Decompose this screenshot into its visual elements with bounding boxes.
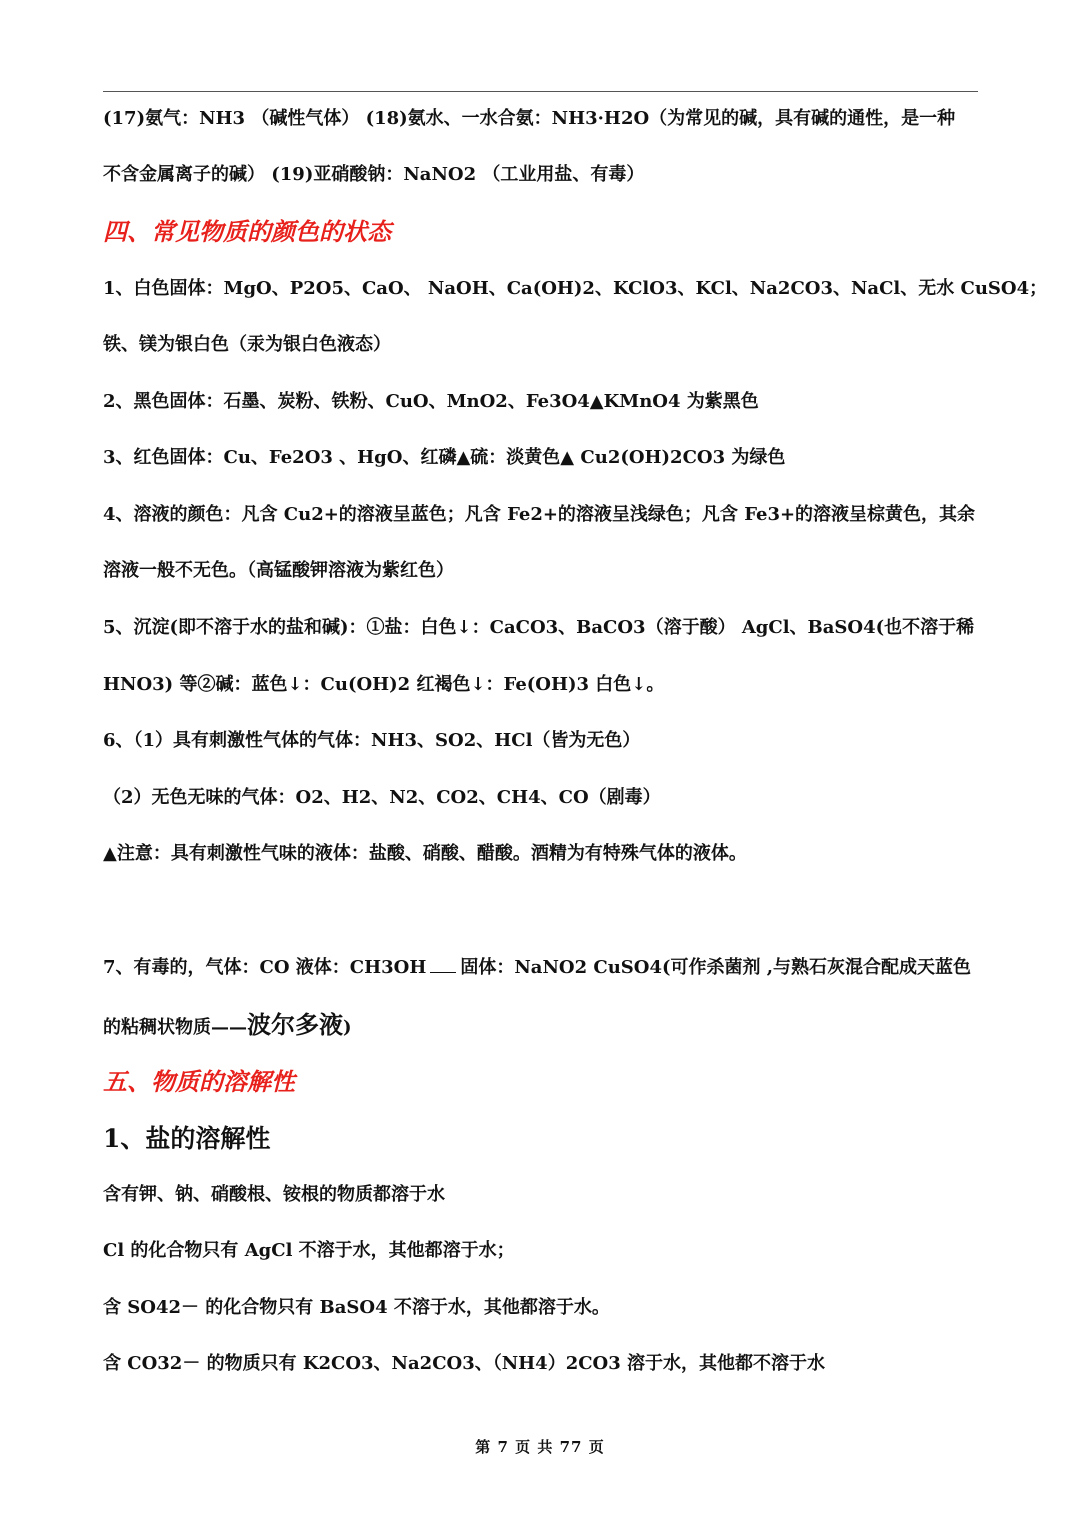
toxic-solid: 固体：NaNO2 CuSO4(可作杀菌剂 ,与熟石灰混合配成天蓝色 — [460, 957, 972, 978]
bordeaux-prefix: 的粘稠状物质—— — [103, 1017, 247, 1038]
line-silver-metals: 铁、镁为银白色（汞为银白色液态） — [103, 334, 391, 355]
line-red-solids: 3、红色固体：Cu、Fe2O3 、HgO、红磷▲硫：淡黄色▲ Cu2(OH)2CO3 为绿色 — [103, 447, 786, 468]
line-black-solids: 2、黑色固体：石墨、炭粉、铁粉、CuO、MnO2、Fe3O4▲KMnO4 为紫黑色 — [103, 391, 759, 412]
bordeaux-close: ) — [343, 1017, 352, 1038]
line-note-liquids: ▲注意：具有刺激性气味的液体：盐酸、硝酸、醋酸。酒精为有特殊气体的液体。 — [103, 843, 747, 864]
bordeaux-term: 波尔多液 — [247, 1010, 343, 1039]
section-heading-colors: 四、常见物质的颜色的状态 — [103, 217, 391, 246]
toxic-gas-liquid: 7、有毒的，气体：CO 液体：CH3OH — [103, 957, 427, 978]
section-heading-solubility: 五、物质的溶解性 — [103, 1067, 295, 1096]
line-soluble-ions: 含有钾、钠、硝酸根、铵根的物质都溶于水 — [103, 1184, 445, 1205]
line-sulfate: 含 SO42－ 的化合物只有 BaSO4 不溶于水，其他都溶于水。 — [103, 1297, 610, 1318]
blank-underline — [430, 956, 456, 973]
page-number: 第 7 页 共 77 页 — [475, 1438, 605, 1456]
line-solution-colors-cont: 溶液一般不无色。（高锰酸钾溶液为紫红色） — [103, 560, 454, 581]
line-odorless-gases: （2）无色无味的气体：O2、H2、N2、CO2、CH4、CO（剧毒） — [103, 787, 661, 808]
line-precipitates: 5、沉淀(即不溶于水的盐和碱)：①盐：白色↓：CaCO3、BaCO3（溶于酸） AgCl、BaSO4(也不溶于稀 — [103, 617, 975, 638]
line-solution-colors: 4、溶液的颜色：凡含 Cu2+的溶液呈蓝色；凡含 Fe2+的溶液呈浅绿色；凡含 Fe3+的溶液呈棕黄色，其余 — [103, 504, 976, 525]
line-precipitates-cont: HNO3) 等②碱：蓝色↓：Cu(OH)2 红褐色↓：Fe(OH)3 白色↓。 — [103, 674, 665, 695]
subheading-salt-solubility: 1、盐的溶解性 — [103, 1124, 271, 1153]
line-irritant-gases: 6、（1）具有刺激性气体的气体：NH3、SO2、HCl（皆为无色） — [103, 730, 641, 751]
line-bordeaux — [103, 1012, 983, 1041]
header-rule — [103, 91, 978, 92]
line-ammonia: (17)氨气：NH3 （碱性气体） (18)氨水、一水合氨：NH3·H2O（为常见的碱，具有碱的通性，是一种 — [103, 108, 956, 129]
line-chloride: Cl 的化合物只有 AgCl 不溶于水，其他都溶于水； — [103, 1240, 515, 1261]
line-toxic-substances — [103, 955, 983, 981]
line-sodium-nitrite: 不含金属离子的碱） (19)亚硝酸钠：NaNO2 （工业用盐、有毒） — [103, 164, 645, 185]
line-carbonate: 含 CO32－ 的物质只有 K2CO3、Na2CO3、（NH4）2CO3 溶于水，其他都不溶于水 — [103, 1353, 826, 1374]
line-white-solids: 1、白色固体：MgO、P2O5、CaO、 NaOH、Ca(OH)2、KClO3、KCl、Na2CO3、NaCl、无水 CuSO4； — [103, 278, 1048, 299]
